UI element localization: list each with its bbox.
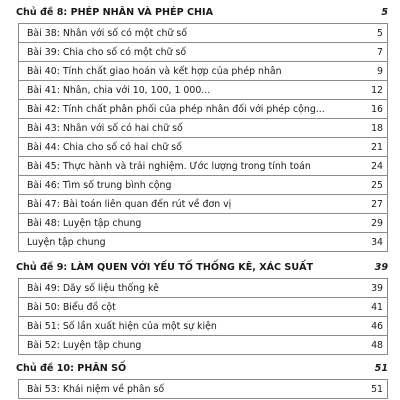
lesson-title: Bài 53: Khái niệm về phân số (27, 383, 165, 395)
lesson-page-number: 25 (371, 179, 383, 191)
chapter-page-number: 5 (381, 6, 388, 18)
lesson-title: Bài 39: Chia cho số có một chữ số (27, 46, 187, 58)
toc-row[interactable] (18, 23, 388, 43)
lesson-page-number: 12 (371, 84, 383, 96)
lesson-page-number: 51 (371, 383, 383, 395)
lesson-title: Bài 52: Luyện tập chung (27, 339, 142, 351)
lesson-page-number: 5 (377, 27, 383, 39)
chapter-page-number: 39 (374, 261, 388, 273)
lesson-page-number: 16 (371, 103, 383, 115)
toc-row[interactable] (18, 278, 388, 298)
lesson-title: Luyện tập chung (27, 236, 106, 248)
lesson-title: Bài 45: Thực hành và trải nghiệm. Ước lượng trong tính toán (27, 160, 311, 172)
lesson-title: Bài 42: Tính chất phân phối của phép nhân đối với phép cộng... (27, 103, 325, 115)
lesson-title: Bài 38: Nhân với số có một chữ số (27, 27, 187, 39)
lesson-page-number: 46 (371, 320, 383, 332)
lesson-page-number: 21 (371, 141, 383, 153)
lesson-title: Bài 50: Biểu đồ cột (27, 301, 116, 313)
chapter-heading[interactable] (16, 2, 388, 22)
lesson-title: Bài 44: Chia cho số có hai chữ số (27, 141, 182, 153)
lesson-page-number: 9 (377, 65, 383, 77)
chapter-title: Chủ đề 8: PHÉP NHÂN VÀ PHÉP CHIA (16, 6, 214, 18)
toc-row[interactable] (18, 335, 388, 355)
lesson-page-number: 7 (377, 46, 383, 58)
toc-row[interactable] (18, 137, 388, 157)
chapter-page-number: 51 (374, 362, 388, 374)
lesson-title: Bài 41: Nhân, chia với 10, 100, 1 000... (27, 84, 211, 96)
chapter-title: Chủ đề 9: LÀM QUEN VỚI YẾU TỐ THỐNG KÊ, XÁC SUẤT (16, 261, 314, 273)
lesson-title: Bài 46: Tìm số trung bình cộng (27, 179, 172, 191)
lesson-page-number: 34 (371, 236, 383, 248)
toc-row[interactable] (18, 42, 388, 62)
lesson-page-number: 24 (371, 160, 383, 172)
toc-row[interactable] (18, 232, 388, 252)
chapter-heading[interactable] (16, 257, 388, 277)
toc-row[interactable] (18, 316, 388, 336)
lesson-page-number: 29 (371, 217, 383, 229)
chapter-heading[interactable] (16, 358, 388, 378)
lesson-title: Bài 49: Dãy số liệu thống kê (27, 282, 159, 294)
toc-row[interactable] (18, 118, 388, 138)
toc-row[interactable] (18, 194, 388, 214)
lesson-title: Bài 47: Bài toán liên quan đến rút về đơn vị (27, 198, 232, 210)
lesson-page-number: 48 (371, 339, 383, 351)
chapter-title: Chủ đề 10: PHÂN SỐ (16, 362, 127, 374)
toc-row[interactable] (18, 99, 388, 119)
lesson-page-number: 41 (371, 301, 383, 313)
lesson-page-number: 39 (371, 282, 383, 294)
lesson-page-number: 18 (371, 122, 383, 134)
lesson-title: Bài 40: Tính chất giao hoán và kết hợp của phép nhân (27, 65, 282, 77)
toc-row[interactable] (18, 175, 388, 195)
toc-row[interactable] (18, 297, 388, 317)
toc-row[interactable] (18, 80, 388, 100)
lesson-title: Bài 43: Nhân với số có hai chữ số (27, 122, 183, 134)
toc-row[interactable] (18, 61, 388, 81)
toc-row[interactable] (18, 213, 388, 233)
toc-row[interactable] (18, 379, 388, 399)
lesson-title: Bài 48: Luyện tập chung (27, 217, 142, 229)
lesson-title: Bài 51: Số lần xuất hiện của một sự kiện (27, 320, 217, 332)
toc-row[interactable] (18, 156, 388, 176)
lesson-page-number: 27 (371, 198, 383, 210)
